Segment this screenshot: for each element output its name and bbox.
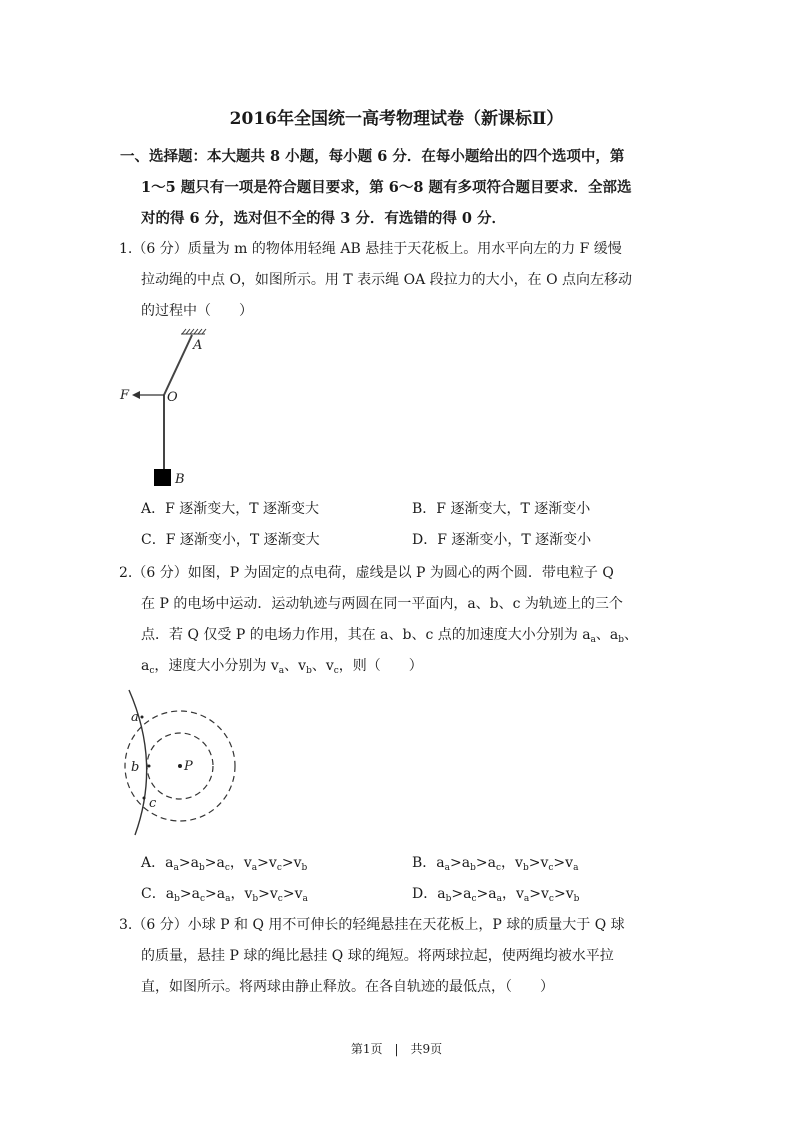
label-p: P: [184, 759, 193, 774]
section-heading-line1: 一、选择题：本大题共 8 小题，每小题 6 分．在每小题给出的四个选项中，第: [120, 148, 625, 165]
q1-line3: 的过程中（ ）: [141, 303, 253, 319]
point-p: [178, 764, 182, 768]
q2-figure: [115, 685, 245, 840]
ceiling-hatch: [181, 329, 206, 334]
label-b: b: [131, 760, 140, 775]
q3-line1: 3.（6 分）小球 P 和 Q 用不可伸长的轻绳悬挂在天花板上，P 球的质量大于 Q 球: [119, 917, 625, 933]
q1-option-d[interactable]: D．F 逐渐变小，T 逐渐变小: [412, 532, 592, 548]
q3-line2: 的质量，悬挂 P 球的绳比悬挂 Q 球的绳短。将两球拉起，使两绳均被水平拉: [141, 948, 614, 964]
page-title: 2016年全国统一高考物理试卷（新课标Ⅱ）: [229, 109, 564, 129]
point-a: [141, 716, 144, 719]
label-c: c: [149, 796, 157, 811]
label-b: B: [175, 472, 185, 487]
point-b: [148, 765, 151, 768]
label-o: O: [167, 390, 178, 405]
label-a: A: [193, 338, 203, 353]
q1-option-c[interactable]: C．F 逐渐变小，T 逐渐变大: [141, 532, 320, 548]
mass-block-b: [154, 469, 171, 486]
point-c: [143, 797, 146, 800]
q2-line1: 2.（6 分）如图，P 为固定的点电荷，虚线是以 P 为圆心的两个圆．带电粒子 Q: [119, 565, 614, 581]
q1-figure: [115, 325, 235, 495]
q2-line2: 在 P 的电场中运动．运动轨迹与两圆在同一平面内，a、b、c 为轨迹上的三个: [141, 596, 623, 612]
q2-option-a[interactable]: A．$a_a>a_b>a_c$，$v_a>v_c>v_b$: [141, 855, 308, 873]
q2-option-c[interactable]: C．$a_b>a_c>a_a$，$v_b>v_c>v_a$: [141, 886, 308, 904]
section-heading-line3: 对的得 6 分，选对但不全的得 3 分．有选错的得 0 分．: [141, 210, 507, 227]
q2-option-b[interactable]: B．$a_a>a_b>a_c$，$v_b>v_c>v_a$: [412, 855, 579, 873]
q1-option-b[interactable]: B．F 逐渐变大，T 逐渐变小: [412, 501, 591, 517]
label-a: a: [131, 710, 139, 725]
q3-line3: 直，如图所示。将两球由静止释放。在各自轨迹的最低点，（ ）: [141, 979, 554, 995]
rope-oa: [164, 335, 192, 395]
section-heading-line2: 1～5 题只有一项是符合题目要求，第 6～8 题有多项符合题目要求．全部选: [141, 179, 632, 196]
arrow-head-icon: [132, 391, 140, 399]
page-footer: 第1页 | 共9页: [350, 1042, 443, 1056]
q2-line4: $a_c$，速度大小分别为 $v_a$、$v_b$、$v_c$，则（ ）: [141, 658, 423, 676]
q1-line2: 拉动绳的中点 O，如图所示。用 T 表示绳 OA 段拉力的大小，在 O 点向左移动: [141, 272, 633, 288]
q2-line3: 点．若 Q 仅受 P 的电场力作用，其在 a、b、c 点的加速度大小分别为 $a_a$、$a_b$、: [141, 627, 639, 645]
label-f: F: [120, 388, 130, 403]
q1-line1: 1.（6 分）质量为 m 的物体用轻绳 AB 悬挂于天花板上。用水平向左的力 F 缓慢: [119, 241, 622, 257]
q2-option-d[interactable]: D．$a_b>a_c>a_a$，$v_a>v_c>v_b$: [412, 886, 580, 904]
q1-option-a[interactable]: A．F 逐渐变大，T 逐渐变大: [141, 501, 320, 517]
